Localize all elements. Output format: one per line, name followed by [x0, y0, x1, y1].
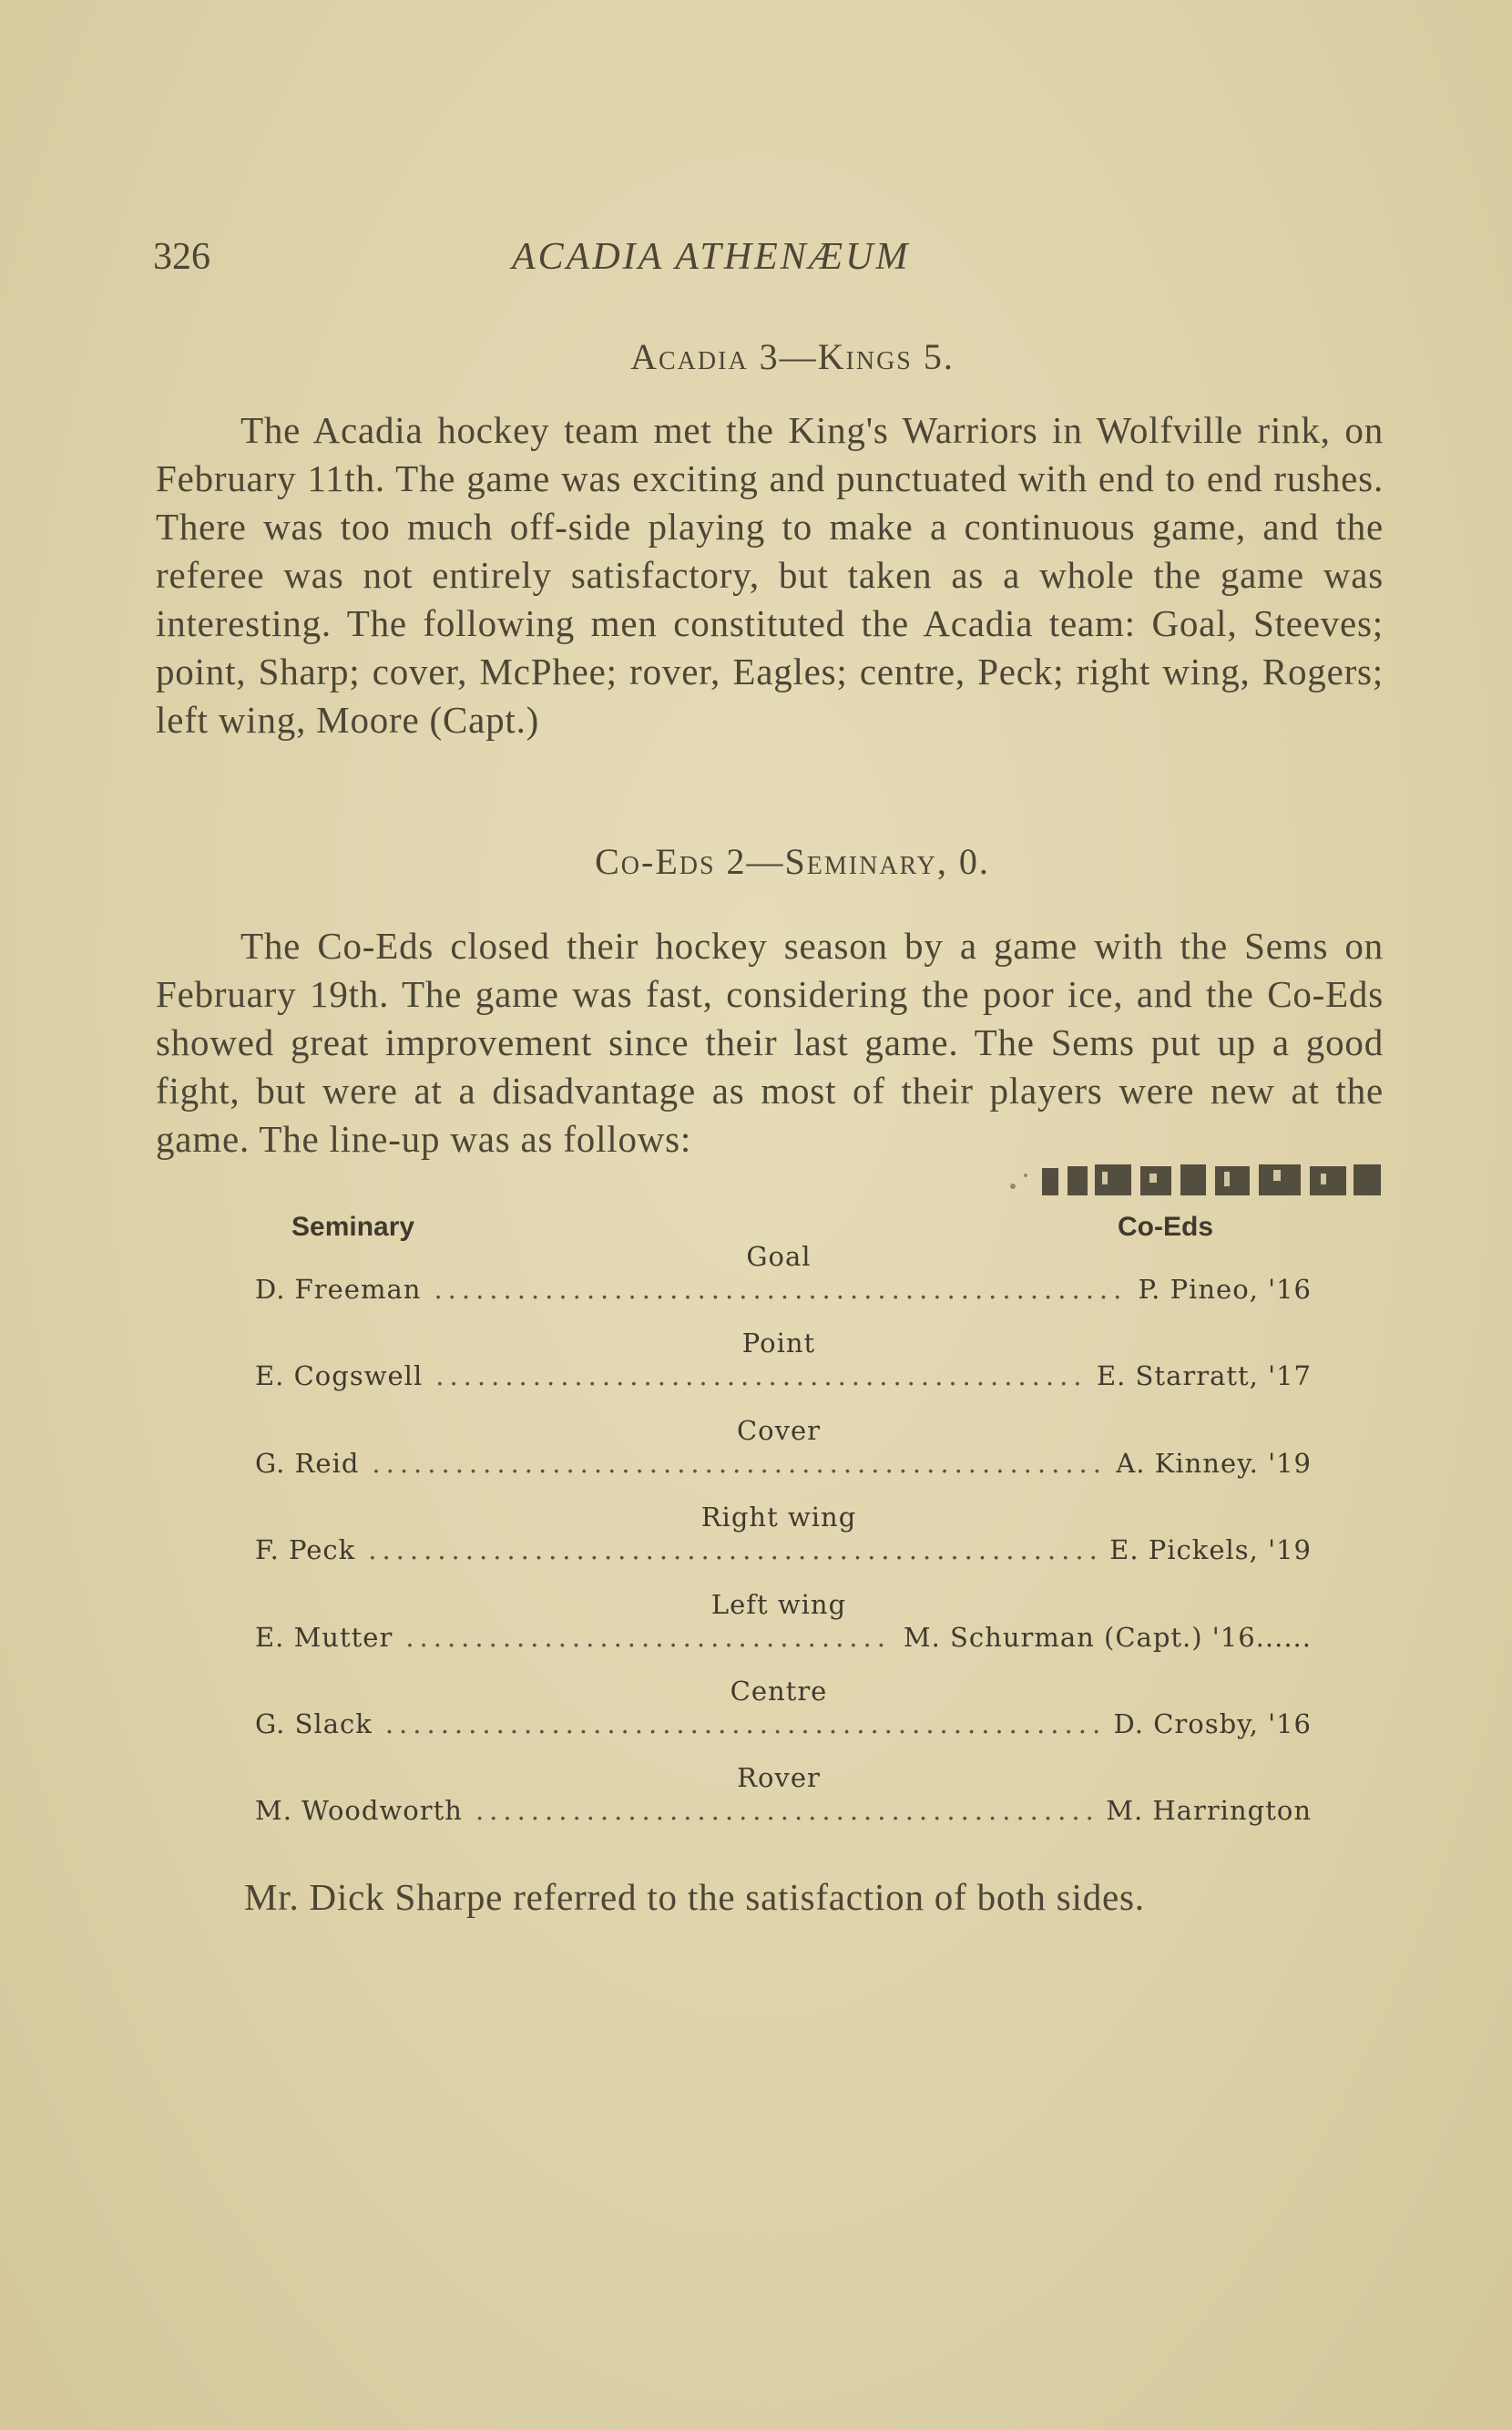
dot-leader [405, 1622, 891, 1653]
section-heading-coeds-seminary: Co-Eds 2—Seminary, 0. [595, 841, 990, 882]
dot-leader [434, 1274, 1125, 1305]
position-label: Rover [737, 1762, 821, 1793]
position-label: Right wing [700, 1502, 857, 1533]
coeds-player: M. Harrington [1106, 1795, 1312, 1826]
lineup-row [255, 1795, 1312, 1826]
page-number: 326 [153, 236, 210, 278]
ink-stamp-smudge [986, 1163, 1386, 1199]
lineup-row [255, 1448, 1312, 1479]
position-label: Goal [746, 1241, 812, 1272]
section-heading-acadia-kings: Acadia 3—Kings 5. [630, 336, 955, 377]
dot-leader [475, 1795, 1093, 1826]
column-heading-seminary: Seminary [291, 1212, 415, 1242]
coeds-player: D. Crosby, '16 [1113, 1708, 1312, 1739]
seminary-player: G. Slack [255, 1708, 373, 1739]
page-header [153, 235, 1383, 290]
lineup-row [255, 1534, 1312, 1565]
position-label: Cover [736, 1415, 822, 1446]
coeds-player: A. Kinney. '19 [1116, 1448, 1312, 1479]
lineup-row [255, 1360, 1312, 1391]
lineup-row [255, 1622, 1312, 1653]
lineup-row [255, 1708, 1312, 1739]
coeds-player: P. Pineo, '16 [1138, 1274, 1312, 1305]
seminary-player: F. Peck [255, 1534, 356, 1565]
coeds-player: M. Schurman (Capt.) '16...... [903, 1622, 1312, 1653]
paragraph-coeds-seminary: The Co-Eds closed their hockey season by a game with the Sems on February 19th. The game was fast, considering the poor ice, and the Co-Eds showed great improvement since their last game. The Sems put up a good fight, but were at a disadvantage as most of their players were new at the game. The line-up was as follows: [156, 925, 1384, 1160]
running-title: ACADIA ATHENÆUM [512, 236, 911, 278]
dot-leader [385, 1708, 1101, 1739]
dot-leader [368, 1534, 1097, 1565]
dot-leader [435, 1360, 1084, 1391]
seminary-player: G. Reid [255, 1448, 360, 1479]
coeds-player: E. Pickels, '19 [1109, 1534, 1312, 1565]
coeds-player: E. Starratt, '17 [1096, 1360, 1312, 1391]
lineup-row [255, 1274, 1312, 1305]
position-label: Left wing [710, 1589, 847, 1620]
dot-leader [372, 1448, 1103, 1479]
closing-sentence: Mr. Dick Sharpe referred to the satisfaction of both sides. [244, 1876, 1145, 1918]
paragraph-acadia-kings: The Acadia hockey team met the King's Warriors in Wolfville rink, on February 11th. The game was exciting and punctuated with end to end rushes. There was too much off-side playing to make a continuous game, and the referee was not entirely satisfactory, but taken as a whole the game was interesting. The following men constituted the Acadia team: Goal, Steeves; point, Sharp; cover, McPhee; rover, Eagles; centre, Peck; right wing, Rogers; left wing, Moore (Capt.) [156, 409, 1384, 741]
position-label: Centre [730, 1676, 828, 1707]
seminary-player: E. Cogswell [255, 1360, 424, 1391]
seminary-player: E. Mutter [255, 1622, 393, 1653]
column-heading-coeds: Co-Eds [1118, 1212, 1213, 1242]
position-label: Point [741, 1328, 816, 1359]
seminary-player: M. Woodworth [255, 1795, 463, 1826]
seminary-player: D. Freeman [255, 1274, 422, 1305]
